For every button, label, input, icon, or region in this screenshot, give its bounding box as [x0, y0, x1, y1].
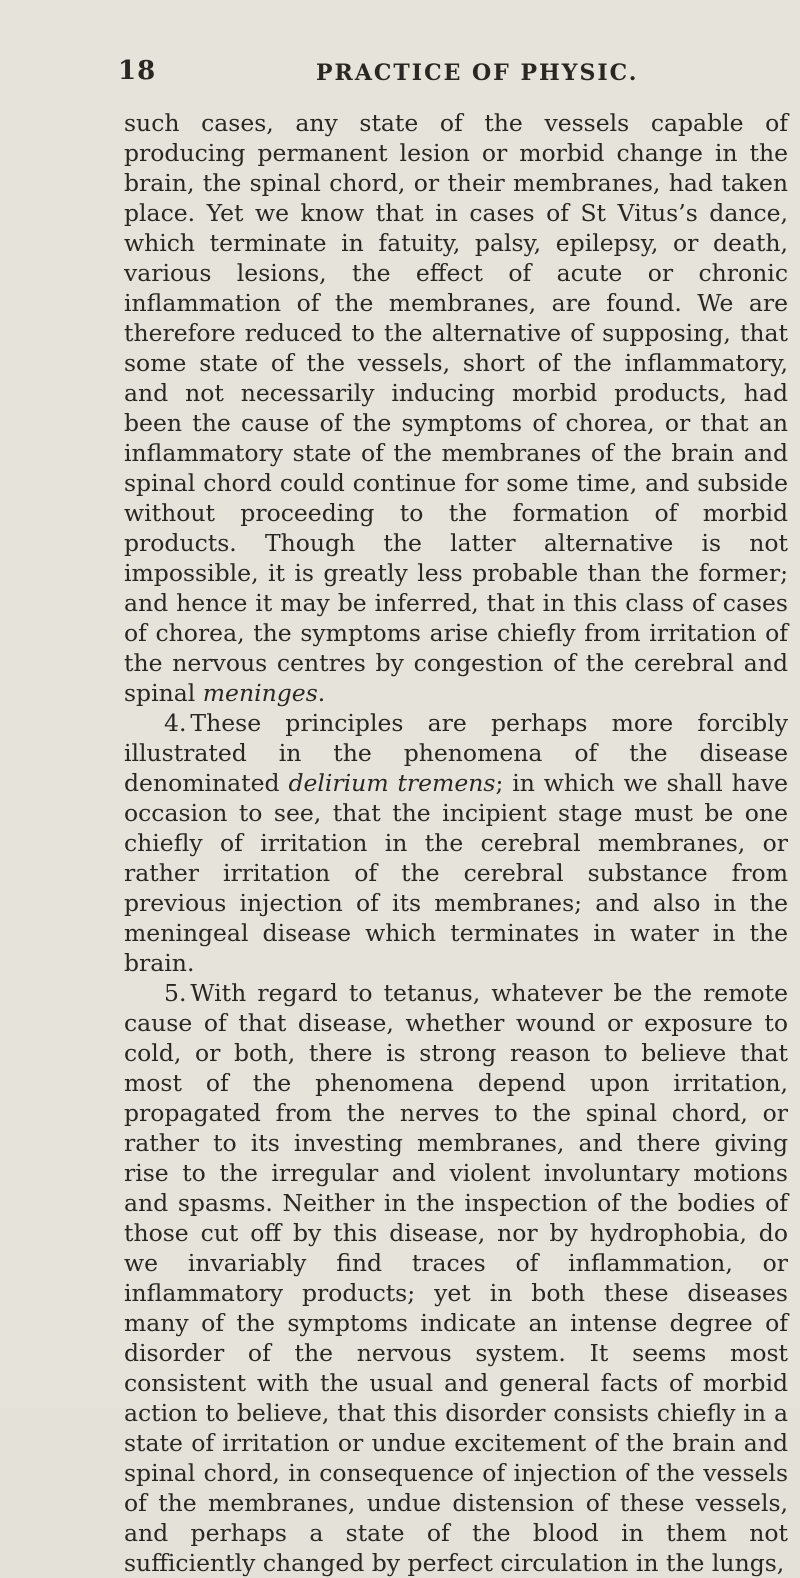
text-segment: These principles are perhaps more forcibly illustrated in the phenomena of the disease denominated [124, 709, 788, 797]
text-segment: With regard to tetanus, whatever be the remote cause of that disease, whether wound or exposure to cold, or both, there is strong reason to believe that most of the phenomena depend upon irritation, propagated from the nerves to the spinal chord, or rather to its investing membranes, and there giving rise to the irregular and violent involuntary motions and spasms. Neither in the inspection of the bodies of those cut off by this disease, nor by hydrophobia, do we invariably find traces of inflammation, or inflammatory products; yet in both these diseases many of the symptoms indicate an intense degree of disorder of the nervous system. It seems most consistent with the usual and general facts of morbid action to believe, that this disorder consists chiefly in a state of irritation or undue excitement of the brain and spinal chord, in consequence of injection of the vessels of the membranes, undue distension of these vessels, and perhaps a state of the blood in them not sufficiently changed by perfect circulation in the lungs, [124, 979, 788, 1577]
paragraph-1 [124, 108, 788, 708]
paragraph-4 [124, 708, 788, 978]
text-segment: . [317, 679, 326, 707]
paragraph-number: 4. [164, 709, 187, 737]
text-segment: ; in which we shall have occasion to see, that the incipient stage must be one chiefly of irritation in the cerebral membranes, or rather irritation of the cerebral substance from previous injection of its membranes; and also in the meningeal disease which terminates in water in the brain. [124, 769, 789, 977]
paragraph-number: 5. [164, 979, 187, 1007]
text-segment: such cases, any state of the vessels capable of producing permanent lesion or morbid change in the brain, the spinal chord, or their membranes, had taken place. Yet we know that in cases of St Vitus’s dance, which terminate in fatuity, palsy, epilepsy, or death, various lesions, the effect of acute or chronic inflammation of the membranes, are found. We are therefore reduced to the alternative of supposing, that some state of the vessels, short of the inflammatory, and not necessarily inducing morbid products, had been the cause of the symptoms of chorea, or that an inflammatory state of the membranes of the brain and spinal chord could continue for some time, and subside without proceeding to the formation of morbid products. Though the latter alternative is not impossible, it is greatly less probable than the former; and hence it may be inferred, that in this class of cases of chorea, the symptoms arise chiefly from irritation of the nervous centres by congestion of the cerebral and spinal [124, 109, 788, 707]
paragraph-5 [124, 978, 788, 1578]
italic-term: delirium tremens [288, 769, 496, 797]
running-title: PRACTICE OF PHYSIC. [316, 60, 639, 86]
body-text [124, 108, 788, 1578]
italic-term: meninges [202, 679, 318, 707]
page-number: 18 [118, 56, 157, 86]
page-header [118, 56, 730, 90]
